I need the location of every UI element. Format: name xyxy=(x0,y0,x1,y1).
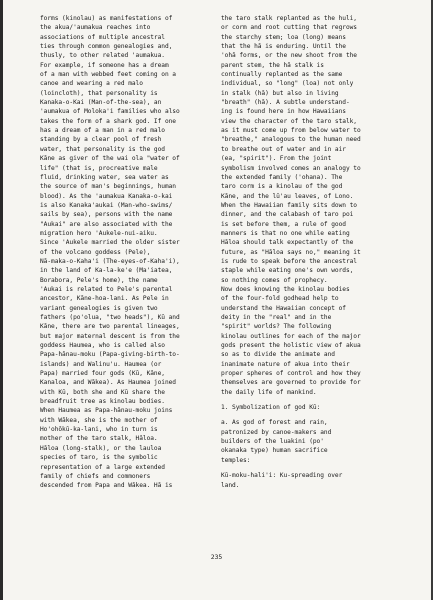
text-line: For example, if someone has a dream xyxy=(40,61,169,69)
text-line: fathers (po'olua, "two heads"), Kū and xyxy=(40,314,180,321)
text-line: individual, so "long" (loa) not only xyxy=(221,80,354,88)
text-line: migration hero 'Aukele-nui-aiku. xyxy=(40,229,158,237)
text-line: 'ohā forms, or the new shoot from the xyxy=(221,52,357,60)
text-line: ing is found here in how Hawaiians xyxy=(221,108,346,116)
text-line: Hāloa (long-stalk), or the lauloa xyxy=(40,444,162,452)
text-line: water, that personality is the god xyxy=(40,145,165,153)
list-subentry: land. xyxy=(221,481,240,489)
text-line: is rude to speak before the ancestral xyxy=(221,257,357,265)
text-line: has a dream of a man in a red malo xyxy=(40,127,165,135)
text-line: Hāloa should talk expectantly of the xyxy=(221,239,354,247)
text-line: continually replanted as the same xyxy=(221,71,343,79)
text-line: in stalk (hā) but also in living xyxy=(221,89,339,97)
text-line: Papa-hānau-moku (Papa-giving-birth-to- xyxy=(40,351,180,359)
text-line: so as to divide the animate and xyxy=(221,351,335,359)
text-line: "breathe," analogous to the human need xyxy=(221,136,361,144)
text-line: of a man with webbed feet coming on a xyxy=(40,71,176,79)
text-line: (ea, "spirit"). From the joint xyxy=(221,155,332,163)
text-line: When Haumea as Papa-hānau-moku joins xyxy=(40,407,173,415)
text-line: is also Kanaka'aukai (Man-who-swims/ xyxy=(40,201,173,209)
list-subentry: Kū-moku-hali'i: Ku-spreading over xyxy=(221,472,343,480)
text-line: as it must come up from below water to xyxy=(221,127,361,135)
text-line: Papa) married four gods (Kū, Kāne, xyxy=(40,370,165,378)
text-line: (loincloth), that personality is xyxy=(40,89,158,97)
text-line: themselves are governed to provide for xyxy=(221,379,361,387)
text-line: 'aumakua of Moloka'i families who also xyxy=(40,108,180,116)
text-line: "spirit" worlds? The following xyxy=(221,323,332,331)
text-line: mother of the taro stalk, Hāloa. xyxy=(40,435,158,443)
text-line: Nā-maka-o-Kaha'i (The-eyes-of-Kaha'i), xyxy=(40,257,180,265)
text-line: sails by sea), persons with the name xyxy=(40,211,173,219)
text-line: dinner, and the calabash of taro poi xyxy=(221,211,354,219)
text-line: view the character of the taro stalk, xyxy=(221,117,357,125)
text-line: islands) and Walinu'u. Haumea (or xyxy=(40,360,162,368)
section-heading: 1. Symbolization of god Kū: xyxy=(221,404,321,412)
text-line: 'Aukai is related to Pele's parental xyxy=(40,285,173,293)
text-line: in the land of Ka-la-ke'e (Ma'iatea, xyxy=(40,267,173,275)
text-line: proper spheres of control and how they xyxy=(221,370,361,378)
text-line: goddess Haumea, who is called also xyxy=(40,342,165,350)
scan-edge-left xyxy=(0,0,3,600)
text-line: blood). As the 'aumakua Kanaka-o-kai xyxy=(40,192,173,200)
text-line: the extended family ('ohana). The xyxy=(221,173,343,181)
text-line: Ho'ohōkū-ka-lani, who in turn is xyxy=(40,426,158,434)
text-line: "Aukai" are also associated with the xyxy=(40,220,173,228)
text-line: to breathe out of water and in air xyxy=(221,145,346,153)
text-line: gods present the holistic view of akua xyxy=(221,342,361,350)
text-line: the akua/'aumakua reaches into xyxy=(40,24,151,32)
text-line: inanimate nature of akua into their xyxy=(221,360,350,368)
text-line: Kanaka-o-Kai (Man-of-the-sea), an xyxy=(40,99,162,107)
text-line: the starchy stem; loa (long) means xyxy=(221,33,346,41)
text-line: species of taro, is the symbolic xyxy=(40,454,158,462)
text-line: staple while eating one's own words, xyxy=(221,267,354,275)
right-text-column xyxy=(221,14,399,490)
text-line: taro corm is a kinolau of the god xyxy=(221,183,343,191)
text-line: forms (kinolau) as manifestations of xyxy=(40,15,173,22)
text-line: of the volcano goddess (Pele), xyxy=(40,248,151,256)
text-line: Kāne, there are two parental lineages, xyxy=(40,323,180,331)
text-line: manners is that no one while eating xyxy=(221,229,350,237)
text-line: representation of a large extended xyxy=(40,463,165,471)
text-line: the daily life of mankind. xyxy=(221,388,317,396)
text-line: ties through common genealogies and, xyxy=(40,43,173,51)
text-line: the source of man's beginnings, human xyxy=(40,183,176,191)
text-line: Now does knowing the kinolau bodies xyxy=(221,285,350,293)
list-item: builders of the luakini (po' xyxy=(221,438,324,446)
text-line: or corm and root cutting that regrows xyxy=(221,24,357,32)
text-line: life" (that is, procreative male xyxy=(40,164,158,172)
list-item: temples: xyxy=(221,456,251,464)
text-line: symbolism involved comes an analogy to xyxy=(221,164,361,172)
text-line: deity in the "real" and in the xyxy=(221,314,332,321)
left-text-column xyxy=(40,14,212,491)
text-line: of the four-fold godhead help to xyxy=(221,295,339,303)
list-item: a. As god of forest and rain, xyxy=(221,419,328,427)
text-line: Kanaloa, and Wākea). As Haumea joined xyxy=(40,379,176,387)
text-line: fluid, drinking water, sea water as xyxy=(40,173,169,181)
text-line: with Wākea, she is the mother of xyxy=(40,416,158,424)
text-line: understand the Hawaiian concept of xyxy=(221,304,346,312)
text-line: family of chiefs and commoners xyxy=(40,472,151,480)
text-line: When the Hawaiian family sits down to xyxy=(221,201,357,209)
text-line: breadfruit tree as kinolau bodies. xyxy=(40,398,165,406)
text-line: thusly, to other related 'aumakua. xyxy=(40,52,165,60)
text-line: "breath" (hā). A subtle understand- xyxy=(221,99,350,107)
text-line: kinolau outlines for each of the major xyxy=(221,332,361,340)
text-line: Kāne, and the lū'au leaves, of Lono. xyxy=(221,192,354,200)
text-line: but major maternal descent is from the xyxy=(40,332,180,340)
text-line: Kāne as giver of the wai ola "water of xyxy=(40,155,180,163)
text-line: canoe and wearing a red malo xyxy=(40,80,143,88)
list-item: patronized by canoe-makers and xyxy=(221,428,332,436)
text-line: is set before them, a rule of good xyxy=(221,220,346,228)
page-number: 235 xyxy=(210,553,223,561)
text-line: future, as "Hāloa says no," meaning it xyxy=(221,248,361,256)
text-line: with Kū, both she and Kū share the xyxy=(40,388,165,396)
text-line: so nothing comes of prophecy. xyxy=(221,276,328,284)
text-line: the taro stalk replanted as the huli, xyxy=(221,15,357,22)
text-line: that the hā is enduring. Until the xyxy=(221,43,346,51)
text-line: Since 'Aukele married the older sister xyxy=(40,239,180,247)
list-item: okanaka type) human sacrifice xyxy=(221,447,328,455)
text-line: descended from Papa and Wākea. Hā is xyxy=(40,482,173,490)
text-line: parent stem, the hā stalk is xyxy=(221,61,324,69)
text-line: Borabora, Pele's home), the name xyxy=(40,276,158,284)
text-line: variant genealogies is given two xyxy=(40,304,158,312)
text-line: standing by a clear pool of fresh xyxy=(40,136,162,144)
text-line: associations of multiple ancestral xyxy=(40,33,165,41)
text-line: takes the form of a shark god. If one xyxy=(40,117,176,125)
text-line: ancestor, Kāne-hoa-lani. As Pele in xyxy=(40,295,169,303)
